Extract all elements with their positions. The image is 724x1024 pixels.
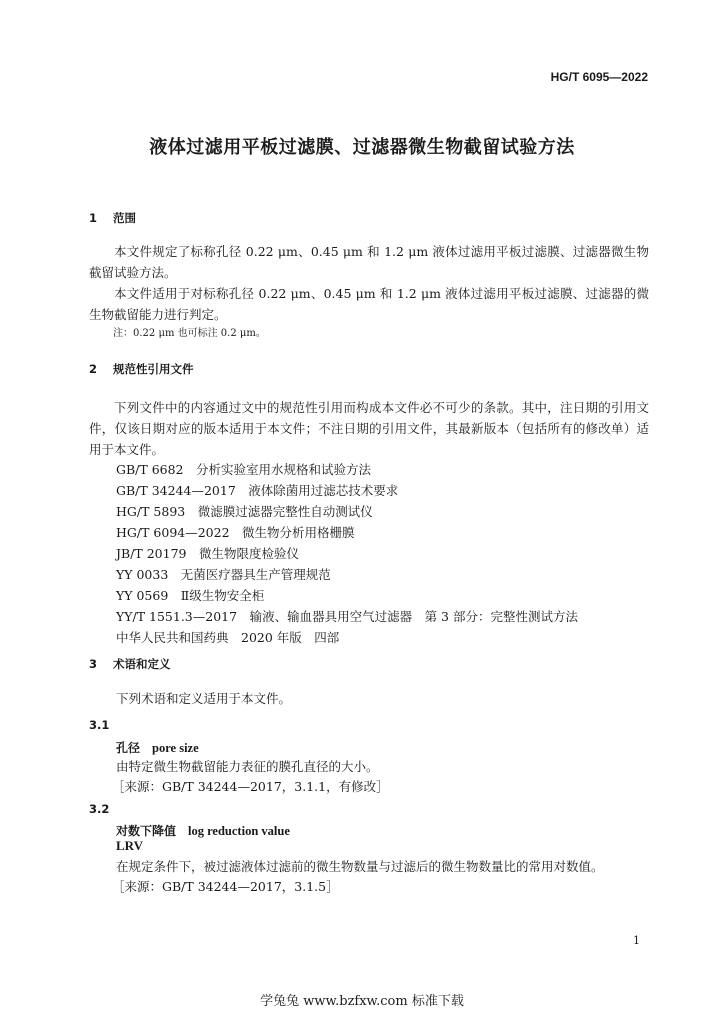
- term-definition: 由特定微生物截留能力表征的膜孔直径的大小。: [116, 759, 379, 774]
- section-number: 2: [89, 362, 98, 376]
- document-title: 液体过滤用平板过滤膜、过滤器微生物截留试验方法: [149, 137, 575, 158]
- reference-item: 中华人民共和国药典 2020 年版 四部: [116, 630, 340, 645]
- terms-intro: 下列术语和定义适用于本文件。: [116, 691, 292, 706]
- term-source: ［来源：GB/T 34244—2017，3.1.1，有修改］: [112, 779, 389, 794]
- reference-item: GB/T 34244—2017 液体除菌用过滤芯技术要求: [116, 483, 399, 498]
- term-heading: [116, 820, 290, 839]
- reference-item: YY 0569 Ⅱ级生物安全柜: [116, 588, 265, 603]
- section-title: 规范性引用文件: [113, 362, 194, 376]
- references-intro: 下列文件中的内容通过文中的规范性引用而构成本文件必不可少的条款。其中，注日期的引用文件，仅该日期对应的版本适用于本文件；不注日期的引用文件，其最新版本（包括所有的修改单）适用于本文件。: [89, 400, 649, 457]
- term-english: pore size: [152, 741, 199, 755]
- scope-note: 注：0.22 μm 也可标注 0.2 μm。: [113, 328, 266, 339]
- section-title: 范围: [113, 211, 136, 225]
- reference-item: JB/T 20179 微生物限度检验仪: [116, 546, 299, 561]
- section-title: 术语和定义: [113, 657, 171, 671]
- reference-item: HG/T 6094—2022 微生物分析用格栅膜: [116, 525, 355, 540]
- term-abbreviation: LRV: [116, 838, 143, 853]
- reference-item: GB/T 6682 分析实验室用水规格和试验方法: [116, 462, 372, 477]
- term-english: log reduction value: [188, 824, 290, 838]
- reference-item: YY 0033 无菌医疗器具生产管理规范: [116, 567, 331, 582]
- section-2-heading: [89, 361, 194, 377]
- footer-watermark: 学兔兔 www.bzfxw.com 标准下载: [260, 994, 464, 1009]
- section-3-heading: [89, 656, 171, 672]
- term-number: 3.2: [89, 802, 110, 816]
- term-source: ［来源：GB/T 34244—2017，3.1.5］: [112, 879, 339, 894]
- section-number: 1: [89, 211, 98, 225]
- scope-paragraph-1: 本文件规定了标称孔径 0.22 μm、0.45 μm 和 1.2 μm 液体过滤用平板过滤膜、过滤器微生物截留试验方法。: [89, 244, 649, 280]
- section-1-heading: [89, 210, 136, 226]
- term-chinese: 对数下降值: [116, 824, 177, 838]
- term-number: 3.1: [89, 718, 110, 732]
- standard-code: HG/T 6095—2022: [550, 70, 648, 84]
- term-chinese: 孔径: [116, 741, 141, 755]
- term-definition: 在规定条件下，被过滤液体过滤前的微生物数量与过滤后的微生物数量比的常用对数值。: [116, 859, 604, 874]
- term-heading: [116, 737, 199, 756]
- page-number: 1: [633, 934, 640, 947]
- reference-item: HG/T 5893 微滤膜过滤器完整性自动测试仪: [116, 504, 373, 519]
- scope-paragraph-2: 本文件适用于对标称孔径 0.22 μm、0.45 μm 和 1.2 μm 液体过滤用平板过滤膜、过滤器的微生物截留能力进行判定。: [89, 286, 649, 322]
- section-number: 3: [89, 657, 98, 671]
- reference-item: YY/T 1551.3—2017 输液、输血器具用空气过滤器 第 3 部分：完整性测试方法: [116, 609, 578, 624]
